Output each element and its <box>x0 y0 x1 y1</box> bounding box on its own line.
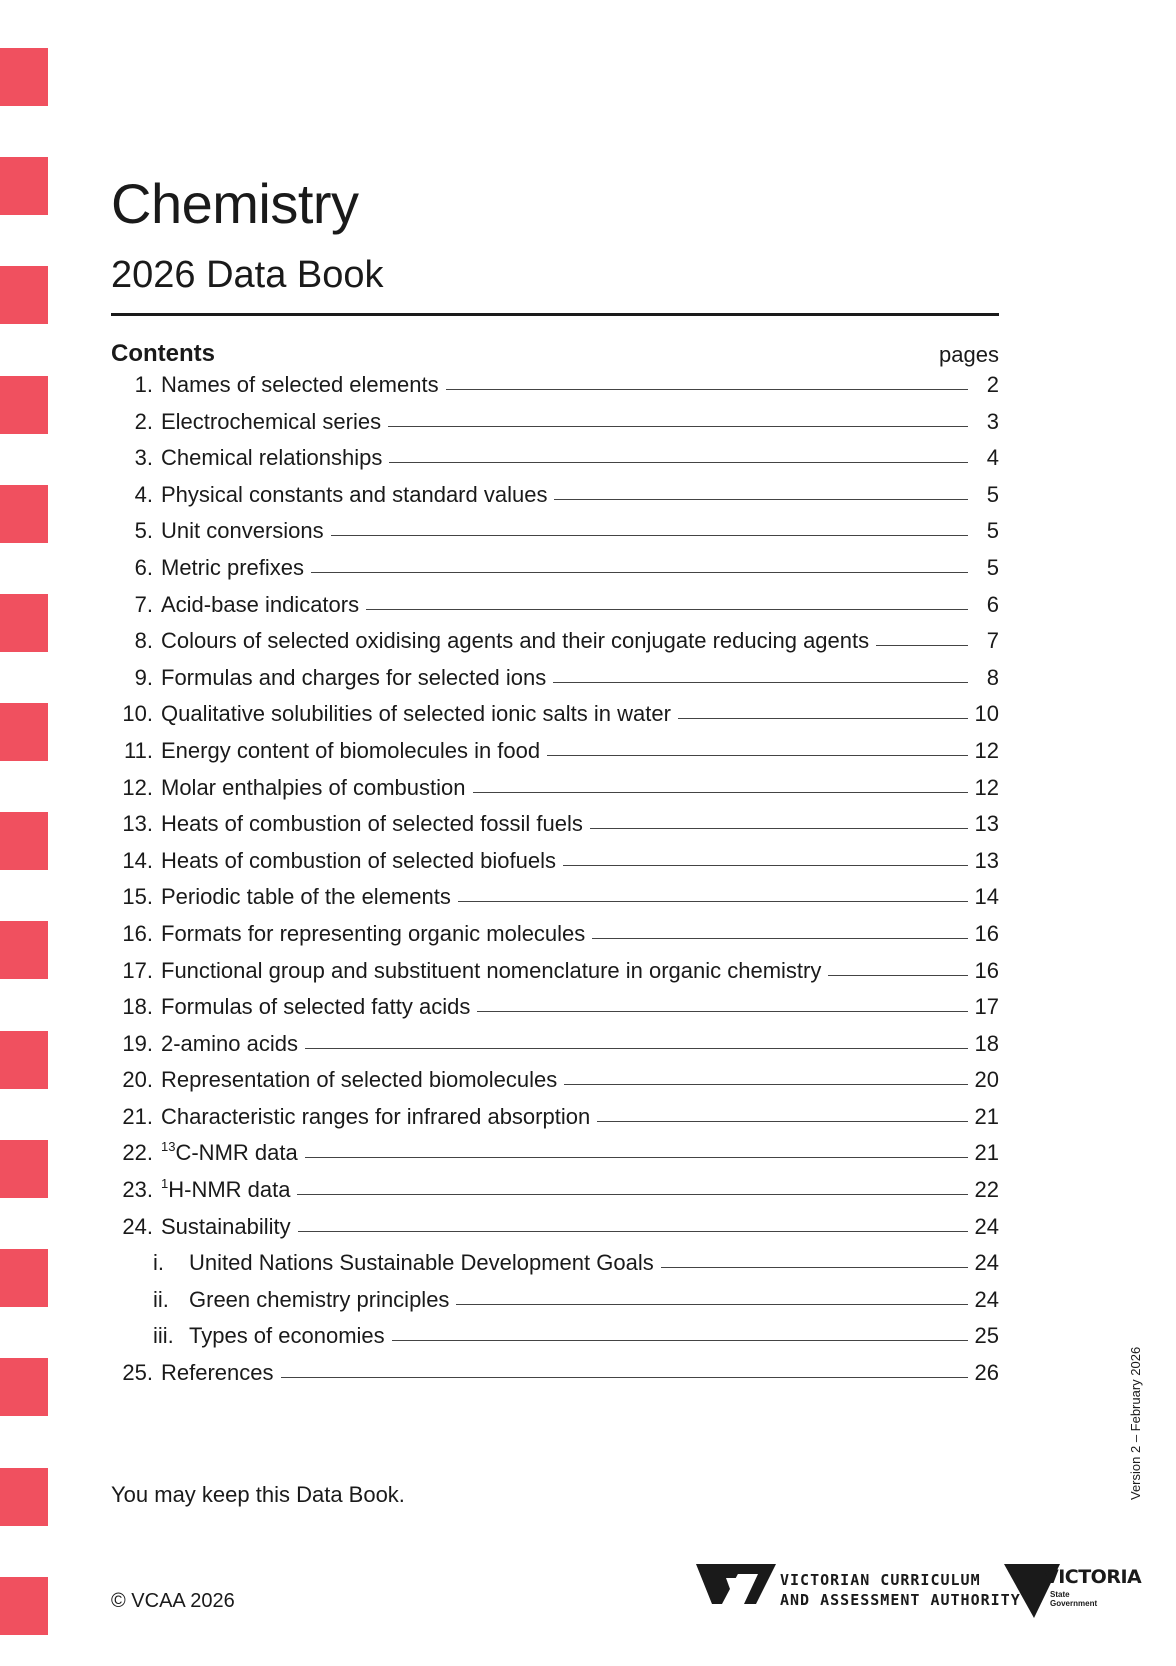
toc-label <box>161 848 556 874</box>
edge-marker-block <box>0 812 48 870</box>
toc-number: 1. <box>134 372 153 397</box>
toc-label <box>161 1031 298 1057</box>
toc-page-number: 13 <box>974 811 999 837</box>
toc-subnumber: ii. <box>153 1286 169 1312</box>
toc-label <box>161 445 382 471</box>
toc-label <box>189 1250 654 1276</box>
toc-number: 17. <box>122 957 153 983</box>
toc-label <box>161 409 381 435</box>
toc-number: 8. <box>134 628 153 654</box>
toc-number: 5. <box>134 518 153 544</box>
toc-page-number: 26 <box>974 1360 999 1386</box>
toc-label-text: H-NMR data <box>168 1177 291 1203</box>
toc-entry <box>111 1104 999 1141</box>
toc-entry <box>111 1250 999 1287</box>
toc-label <box>161 1067 557 1093</box>
toc-page-number: 24 <box>974 1286 999 1312</box>
toc-label <box>161 372 439 398</box>
document-title: Chemistry <box>111 172 359 235</box>
toc-entry <box>111 884 999 921</box>
toc-leader-line <box>590 828 968 829</box>
toc-leader-line <box>305 1157 968 1158</box>
toc-number: 14. <box>122 847 153 873</box>
toc-label <box>161 701 671 727</box>
victoria-government-logo <box>1004 1556 1142 1620</box>
toc-page-number: 10 <box>974 701 999 727</box>
toc-label-text: Heats of combustion of selected fossil fuels <box>161 811 583 837</box>
toc-entry <box>111 1067 999 1104</box>
toc-label-text: Periodic table of the elements <box>161 884 451 910</box>
toc-entry <box>111 409 999 446</box>
toc-leader-line <box>305 1048 968 1049</box>
toc-number: 9. <box>134 664 153 690</box>
toc-page-number: 12 <box>974 737 999 763</box>
toc-leader-line <box>392 1340 968 1341</box>
toc-entry <box>111 1214 999 1251</box>
victoria-subtext <box>1050 1590 1110 1608</box>
toc-label-text: References <box>161 1360 274 1386</box>
toc-entry <box>111 775 999 812</box>
toc-page-number: 21 <box>974 1140 999 1166</box>
toc-entry <box>111 372 999 409</box>
toc-label-text: Representation of selected biomolecules <box>161 1067 558 1093</box>
toc-label-text: 2-amino acids <box>161 1030 298 1056</box>
toc-entry <box>111 994 999 1031</box>
toc-label <box>161 884 451 910</box>
toc-label <box>161 665 546 691</box>
toc-label-text: Heats of combustion of selected biofuels <box>161 847 557 873</box>
toc-entry <box>111 445 999 482</box>
toc-page-number: 5 <box>986 481 999 507</box>
toc-entry <box>111 1323 999 1360</box>
vcaa-line-2: AND ASSESSMENT AUTHORITY <box>780 1591 1021 1609</box>
toc-number: 21. <box>122 1103 153 1129</box>
toc-number: 22. <box>122 1140 153 1166</box>
toc-leader-line <box>456 1304 967 1305</box>
toc-number: 4. <box>134 481 153 507</box>
toc-page-number: 2 <box>986 372 999 397</box>
edge-marker-block <box>0 594 48 652</box>
edge-marker-block <box>0 1358 48 1416</box>
toc-entry <box>111 1140 999 1177</box>
vcaa-logo <box>696 1560 1021 1616</box>
toc-leader-line <box>553 682 968 683</box>
toc-leader-line <box>554 499 968 500</box>
edge-marker-block <box>0 1468 48 1526</box>
edge-marker-block <box>0 1140 48 1198</box>
toc-leader-line <box>473 792 968 793</box>
toc-number: 19. <box>122 1030 153 1056</box>
toc-entry <box>111 1287 999 1324</box>
contents-heading: Contents <box>111 340 215 367</box>
toc-leader-line <box>297 1194 967 1195</box>
toc-number: 25. <box>122 1360 153 1386</box>
toc-leader-line <box>564 1084 967 1085</box>
toc-entry <box>111 738 999 775</box>
toc-subnumber: i. <box>153 1250 164 1276</box>
toc-number: 20. <box>122 1067 153 1093</box>
toc-number: 6. <box>134 554 153 580</box>
toc-leader-line <box>597 1121 967 1122</box>
edge-marker-block <box>0 376 48 434</box>
toc-number: 23. <box>122 1177 153 1203</box>
toc-entry <box>111 921 999 958</box>
toc-page-number: 6 <box>986 591 999 617</box>
toc-leader-line <box>828 975 967 976</box>
toc-page-number: 13 <box>974 847 999 873</box>
toc-label <box>161 1140 298 1166</box>
victoria-sub-line-2: Government <box>1050 1599 1098 1608</box>
toc-label <box>161 592 359 618</box>
toc-entry <box>111 701 999 738</box>
toc-leader-line <box>446 389 968 390</box>
toc-entry <box>111 518 999 555</box>
victoria-sub-line-1: State <box>1050 1590 1070 1599</box>
toc-label-text: Unit conversions <box>161 518 324 544</box>
table-of-contents <box>111 372 999 1397</box>
toc-label-text: Types of economies <box>189 1323 385 1349</box>
toc-number: 2. <box>134 408 153 434</box>
toc-label-text: Qualitative solubilities of selected ionic salts in water <box>161 701 671 727</box>
toc-label-text: United Nations Sustainable Development Goals <box>189 1250 654 1276</box>
edge-marker-block <box>0 1577 48 1635</box>
edge-marker-block <box>0 48 48 106</box>
toc-label-text: Green chemistry principles <box>189 1286 450 1312</box>
toc-label <box>161 994 470 1020</box>
toc-superscript: 1 <box>161 1176 169 1192</box>
toc-label <box>161 775 466 801</box>
toc-leader-line <box>388 426 968 427</box>
toc-label <box>161 738 540 764</box>
toc-number: 13. <box>122 811 153 837</box>
toc-leader-line <box>563 865 968 866</box>
toc-number: 18. <box>122 994 153 1020</box>
toc-label <box>161 811 583 837</box>
toc-page-number: 25 <box>974 1323 999 1349</box>
toc-label <box>161 958 821 984</box>
document-subtitle: 2026 Data Book <box>111 254 384 296</box>
toc-leader-line <box>298 1231 968 1232</box>
toc-number: 10. <box>122 701 153 727</box>
toc-page-number: 24 <box>974 1250 999 1276</box>
toc-label-text: Chemical relationships <box>161 445 383 471</box>
toc-label-text: Metric prefixes <box>161 554 305 580</box>
toc-entry <box>111 482 999 519</box>
toc-entry <box>111 811 999 848</box>
toc-page-number: 12 <box>974 774 999 800</box>
toc-leader-line <box>547 755 967 756</box>
vcaa-mark-icon <box>696 1560 776 1616</box>
toc-label-text: Formats for representing organic molecules <box>161 920 586 946</box>
edge-marker-block <box>0 485 48 543</box>
toc-page-number: 20 <box>974 1067 999 1093</box>
toc-label-text: Physical constants and standard values <box>161 481 548 507</box>
toc-leader-line <box>311 572 968 573</box>
toc-leader-line <box>366 609 968 610</box>
vcaa-line-1: VICTORIAN CURRICULUM <box>780 1571 981 1589</box>
toc-label-text: Characteristic ranges for infrared absorption <box>161 1103 591 1129</box>
toc-page-number: 4 <box>986 445 999 471</box>
toc-page-number: 14 <box>974 884 999 910</box>
toc-page-number: 8 <box>986 664 999 690</box>
toc-page-number: 3 <box>986 408 999 434</box>
vcaa-wordmark <box>780 1570 1021 1610</box>
edge-marker-block <box>0 1031 48 1089</box>
toc-page-number: 22 <box>974 1177 999 1203</box>
toc-label-text: Acid-base indicators <box>161 591 360 617</box>
title-divider <box>111 313 999 316</box>
left-edge-marker-strip <box>0 0 48 1666</box>
copyright-notice: © VCAA 2026 <box>111 1590 235 1612</box>
toc-leader-line <box>661 1267 968 1268</box>
toc-entry <box>111 1177 999 1214</box>
toc-label <box>161 518 324 544</box>
edge-marker-block <box>0 1249 48 1307</box>
toc-entry <box>111 1031 999 1068</box>
toc-page-number: 18 <box>974 1030 999 1056</box>
toc-leader-line <box>281 1377 968 1378</box>
toc-leader-line <box>678 718 968 719</box>
toc-label-text: Formulas and charges for selected ions <box>161 664 547 690</box>
toc-entry <box>111 1360 999 1397</box>
toc-label <box>189 1287 449 1313</box>
toc-label-text: Energy content of biomolecules in food <box>161 737 541 763</box>
toc-label <box>161 921 585 947</box>
toc-entry <box>111 665 999 702</box>
toc-label <box>161 1104 590 1130</box>
toc-label-text: Formulas of selected fatty acids <box>161 994 471 1020</box>
toc-page-number: 21 <box>974 1103 999 1129</box>
pages-heading: pages <box>939 342 999 367</box>
edge-marker-block <box>0 157 48 215</box>
toc-label <box>161 555 304 581</box>
toc-number: 11. <box>124 737 153 763</box>
toc-label <box>161 1177 290 1203</box>
edge-marker-block <box>0 921 48 979</box>
toc-label <box>161 1360 274 1386</box>
toc-entry <box>111 555 999 592</box>
toc-page-number: 17 <box>974 994 999 1020</box>
toc-label-text: Names of selected elements <box>161 372 439 397</box>
toc-entry <box>111 628 999 665</box>
toc-leader-line <box>458 901 968 902</box>
toc-number: 15. <box>122 884 153 910</box>
toc-leader-line <box>389 462 968 463</box>
toc-label-text: Molar enthalpies of combustion <box>161 774 466 800</box>
toc-number: 24. <box>122 1213 153 1239</box>
toc-label <box>161 482 547 508</box>
toc-number: 16. <box>122 920 153 946</box>
toc-page-number: 24 <box>974 1213 999 1239</box>
toc-label <box>161 628 869 654</box>
toc-entry <box>111 958 999 995</box>
toc-label <box>161 1214 291 1240</box>
contents-header <box>111 340 999 368</box>
toc-page-number: 16 <box>974 957 999 983</box>
toc-leader-line <box>876 645 968 646</box>
toc-number: 7. <box>134 591 153 617</box>
toc-page-number: 7 <box>986 628 999 654</box>
toc-page-number: 5 <box>986 518 999 544</box>
toc-page-number: 5 <box>986 554 999 580</box>
victoria-wordmark: VICTORIA <box>1044 1566 1142 1588</box>
toc-label <box>189 1323 385 1349</box>
toc-entry <box>111 592 999 629</box>
toc-entry <box>111 848 999 885</box>
toc-label-text: C-NMR data <box>175 1140 298 1166</box>
toc-leader-line <box>477 1011 967 1012</box>
keep-note: You may keep this Data Book. <box>111 1482 405 1507</box>
toc-label-text: Colours of selected oxidising agents and their conjugate reducing agents <box>161 628 870 654</box>
toc-page-number: 16 <box>974 920 999 946</box>
toc-label-text: Sustainability <box>161 1213 291 1239</box>
toc-leader-line <box>592 938 967 939</box>
toc-number: 3. <box>134 445 153 471</box>
toc-label-text: Electrochemical series <box>161 408 382 434</box>
version-label: Version 2 – February 2026 <box>1128 1346 1143 1500</box>
edge-marker-block <box>0 266 48 324</box>
toc-leader-line <box>331 535 968 536</box>
toc-subnumber: iii. <box>153 1323 174 1349</box>
toc-superscript: 13 <box>161 1139 176 1155</box>
toc-number: 12. <box>122 774 153 800</box>
toc-label-text: Functional group and substituent nomenclature in organic chemistry <box>161 957 822 983</box>
edge-marker-block <box>0 703 48 761</box>
